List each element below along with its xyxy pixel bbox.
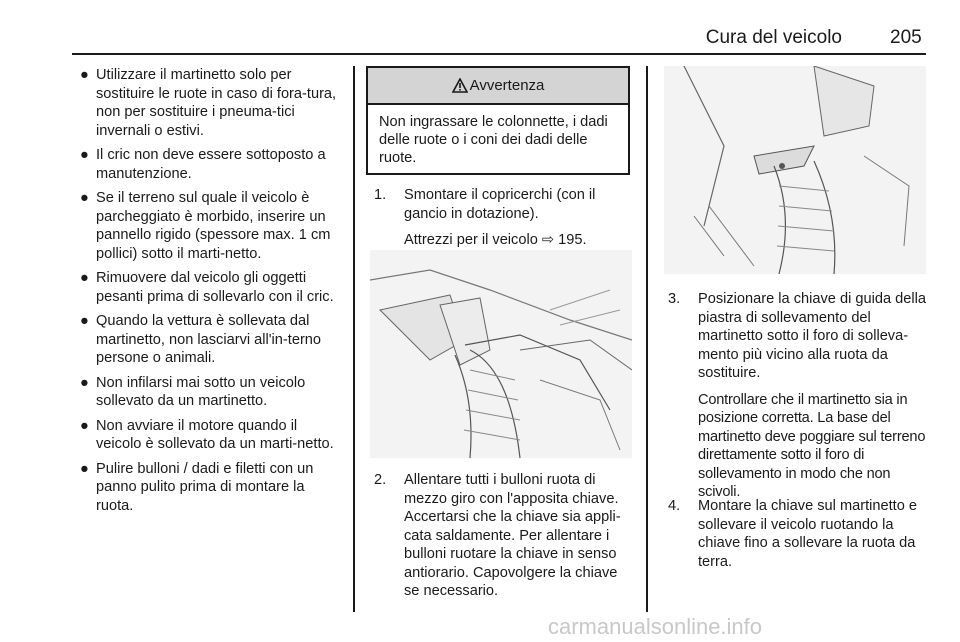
step-number: 3.: [668, 291, 681, 307]
step-text: Posizionare la chiave di guida della piastra di sollevamento del martinetto sotto il foro di solleva-mento più vicino alla ruota da sostituire.: [698, 291, 926, 381]
step-1: [374, 186, 636, 250]
warning-header: [368, 68, 628, 105]
section-title: Cura del veicolo: [705, 27, 842, 48]
step-3: [668, 290, 930, 502]
list-item: ● Rimuovere dal veicolo gli oggetti pesanti prima di sollevarlo con il cric.: [80, 270, 334, 305]
step-text: Smontare il copricerchi (con il gancio in dotazione).: [404, 187, 596, 222]
list-item: ● Pulire bulloni / dadi e filetti con un panno pulito prima di montare la ruota.: [80, 460, 314, 514]
jack-position-drawing: [664, 66, 926, 274]
list-item: ● Utilizzare il martinetto solo per sostituire le ruote in caso di fora-tura, non per sostituire i pneuma-tici invernali o estivi.: [80, 67, 337, 139]
step-number: 2.: [374, 472, 387, 488]
safety-bullet-list: [80, 66, 342, 521]
warning-title: Avvertenza: [469, 77, 545, 94]
bullet-icon: ●: [80, 147, 89, 163]
wheel-arch-drawing: [370, 250, 632, 458]
step-number: 1.: [374, 187, 387, 203]
list-item: ● Il cric non deve essere sottoposto a manutenzione.: [80, 147, 326, 182]
step-text: Allentare tutti i bulloni ruota di mezzo giro con l'apposita chiave. Accertarsi che la chiave sia appli-cata saldamente. Per allentare i bulloni ruotare la chiave in senso antiorario. Capovolgere la chiave se necessario.: [404, 472, 621, 599]
bullet-icon: ●: [80, 190, 89, 206]
warning-triangle-icon: [452, 78, 468, 93]
bullet-icon: ●: [80, 417, 89, 434]
list-item: ● Quando la vettura è sollevata dal martinetto, non lasciarvi all'in-terno persone o animali.: [80, 313, 322, 366]
bullet-icon: ●: [80, 374, 89, 391]
step-4: [668, 497, 930, 571]
wheel-arch-illustration: [370, 250, 632, 458]
step-note: Attrezzi per il veicolo ⇨ 195.: [404, 232, 587, 248]
column-divider-right: [646, 66, 648, 612]
bullet-icon: ●: [80, 313, 89, 329]
step-text: Montare la chiave sul martinetto e sollevare il veicolo ruotando la chiave fino a sollevare la ruota da terra.: [698, 498, 918, 570]
lift-point-marker: [779, 163, 785, 169]
warning-text: Non ingrassare le colonnette, i dadi delle ruote o i coni dei dadi delle ruote.: [379, 114, 608, 166]
list-item: ● Non infilarsi mai sotto un veicolo sollevato da un martinetto.: [80, 374, 306, 409]
bullet-icon: ●: [80, 67, 89, 83]
header-rule: [72, 53, 926, 55]
column-divider-left: [353, 66, 355, 612]
step-number: 4.: [668, 498, 681, 514]
list-item: ● Non avviare il motore quando il veicolo è sollevato da un marti-netto.: [80, 417, 334, 452]
step-note: Controllare che il martinetto sia in posizione corretta. La base del martinetto deve poggiare sul terreno direttamente sotto il foro di sollevamento in modo che non scivoli.: [698, 391, 926, 500]
watermark: carmanualsonline.info: [548, 614, 763, 639]
step-2: [374, 471, 636, 601]
page-header: [0, 0, 960, 58]
list-item: ● Se il terreno sul quale il veicolo è parcheggiato è morbido, inserire un pannello rigido (spessore max. 1 cm pollici) sotto il marti-netto.: [80, 190, 331, 262]
page-number: 205: [890, 27, 922, 48]
bullet-icon: ●: [80, 270, 89, 286]
warning-box: [366, 66, 630, 175]
jack-position-illustration: [664, 66, 926, 274]
bullet-icon: ●: [80, 460, 89, 477]
